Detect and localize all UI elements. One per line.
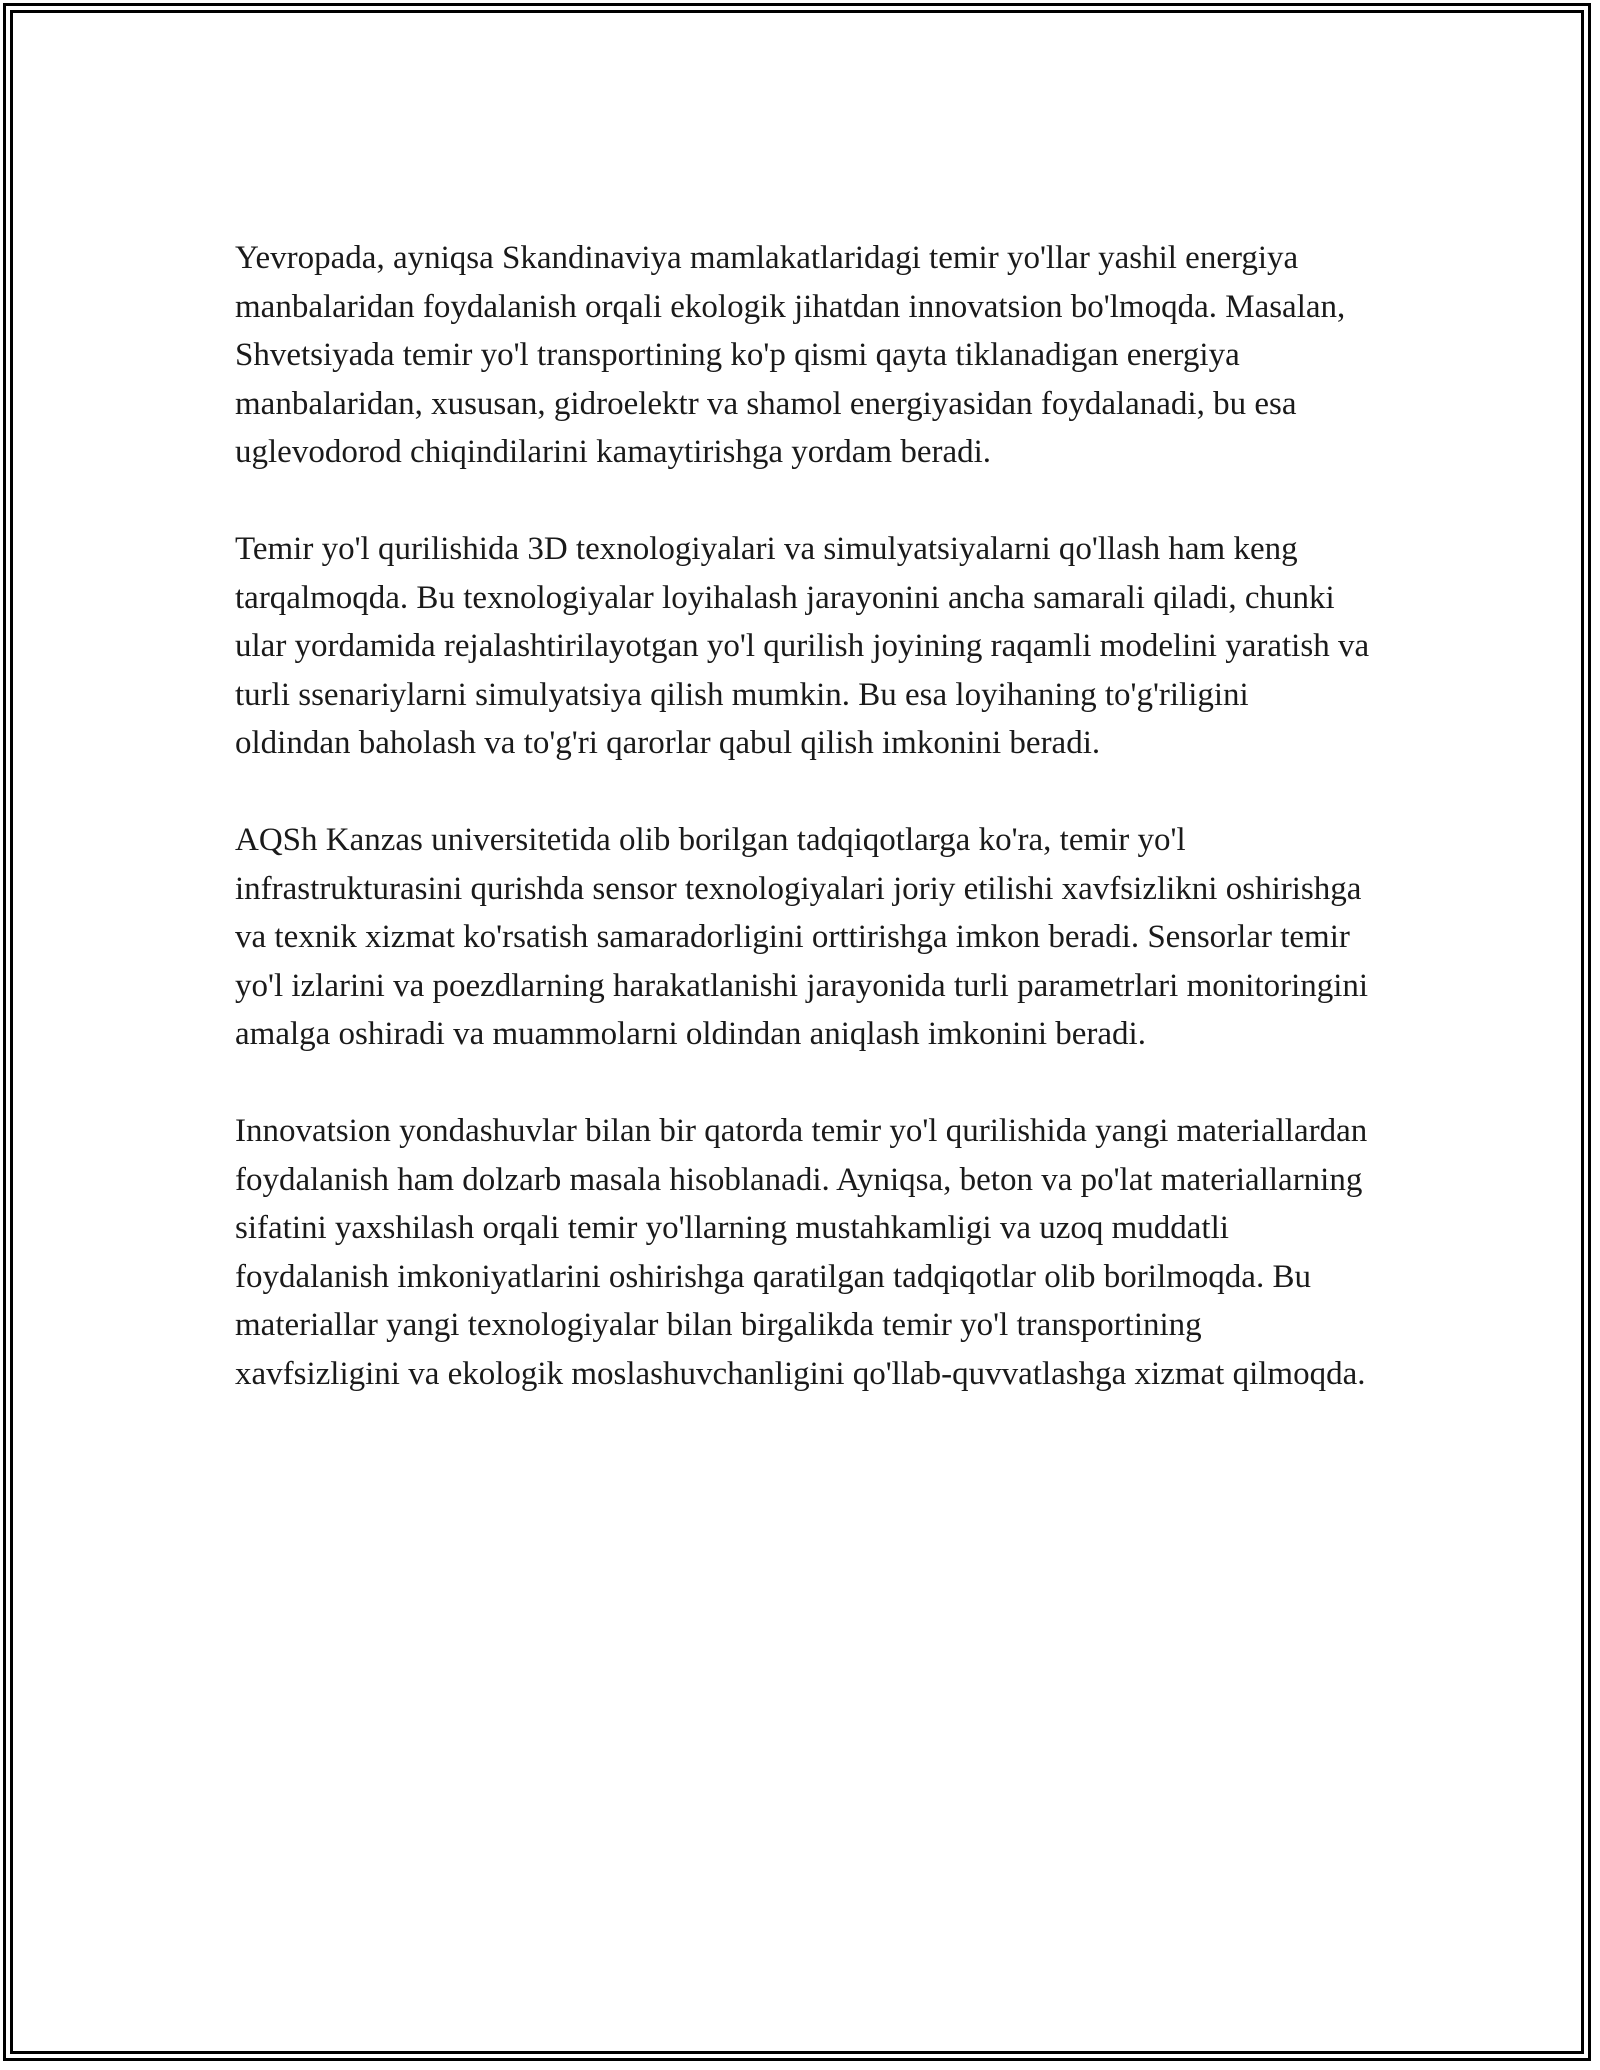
paragraph-2: Temir yo'l qurilishida 3D texnologiyalari va simulyatsiyalarni qo'llash ham keng tarqalmoqda. Bu texnologiyalar loyihalash jarayonini ancha samarali qiladi, chunki ular yordamida rejalashtirilayotgan yo'l qurilish joyining raqamli modelini yaratish va turli ssenariylarni simulyatsiya qilish mumkin. Bu esa loyihaning to'g'riligini oldindan baholash va to'g'ri qarorlar qabul qilish imkonini beradi.: [235, 531, 1370, 761]
paragraph-3: AQSh Kanzas universitetida olib borilgan tadqiqotlarga ko'ra, temir yo'l infrastrukturasini qurishda sensor texnologiyalari joriy etilishi xavfsizlikni oshirishga va texnik xizmat ko'rsatish samaradorligini orttirishga imkon beradi. Sensorlar temir yo'l izlarini va poezdlarning harakatlanishi jarayonida turli parametrlari monitoringini amalga oshiradi va muammolarni oldindan aniqlash imkonini beradi.: [235, 822, 1369, 1052]
paragraph-4: Innovatsion yondashuvlar bilan bir qatorda temir yo'l qurilishida yangi materiallardan foydalanish ham dolzarb masala hisoblanadi. Ayniqsa, beton va po'lat materiallarning sifatini yaxshilash orqali temir yo'llarning mustahkamligi va uzoq muddatli foydalanish imkoniyatlarini oshirishga qaratilgan tadqiqotlar olib borilmoqda. Bu materiallar yangi texnologiyalar bilan birgalikda temir yo'l transportining xavfsizligini va ekologik moslashuvchanligini qo'llab-quvvatlashga xizmat qilmoqda.: [235, 1113, 1368, 1392]
paragraph-1: Yevropada, ayniqsa Skandinaviya mamlakatlaridagi temir yo'llar yashil energiya manbalaridan foydalanish orqali ekologik jihatdan innovatsion bo'lmoqda. Masalan, Shvetsiyada temir yo'l transportining ko'p qismi qayta tiklanadigan energiya manbalaridan, xususan, gidroelektr va shamol energiyasidan foydalanadi, bu esa uglevodorod chiqindilarini kamaytirishga yordam beradi.: [235, 240, 1346, 470]
document-body: [235, 234, 1370, 1398]
